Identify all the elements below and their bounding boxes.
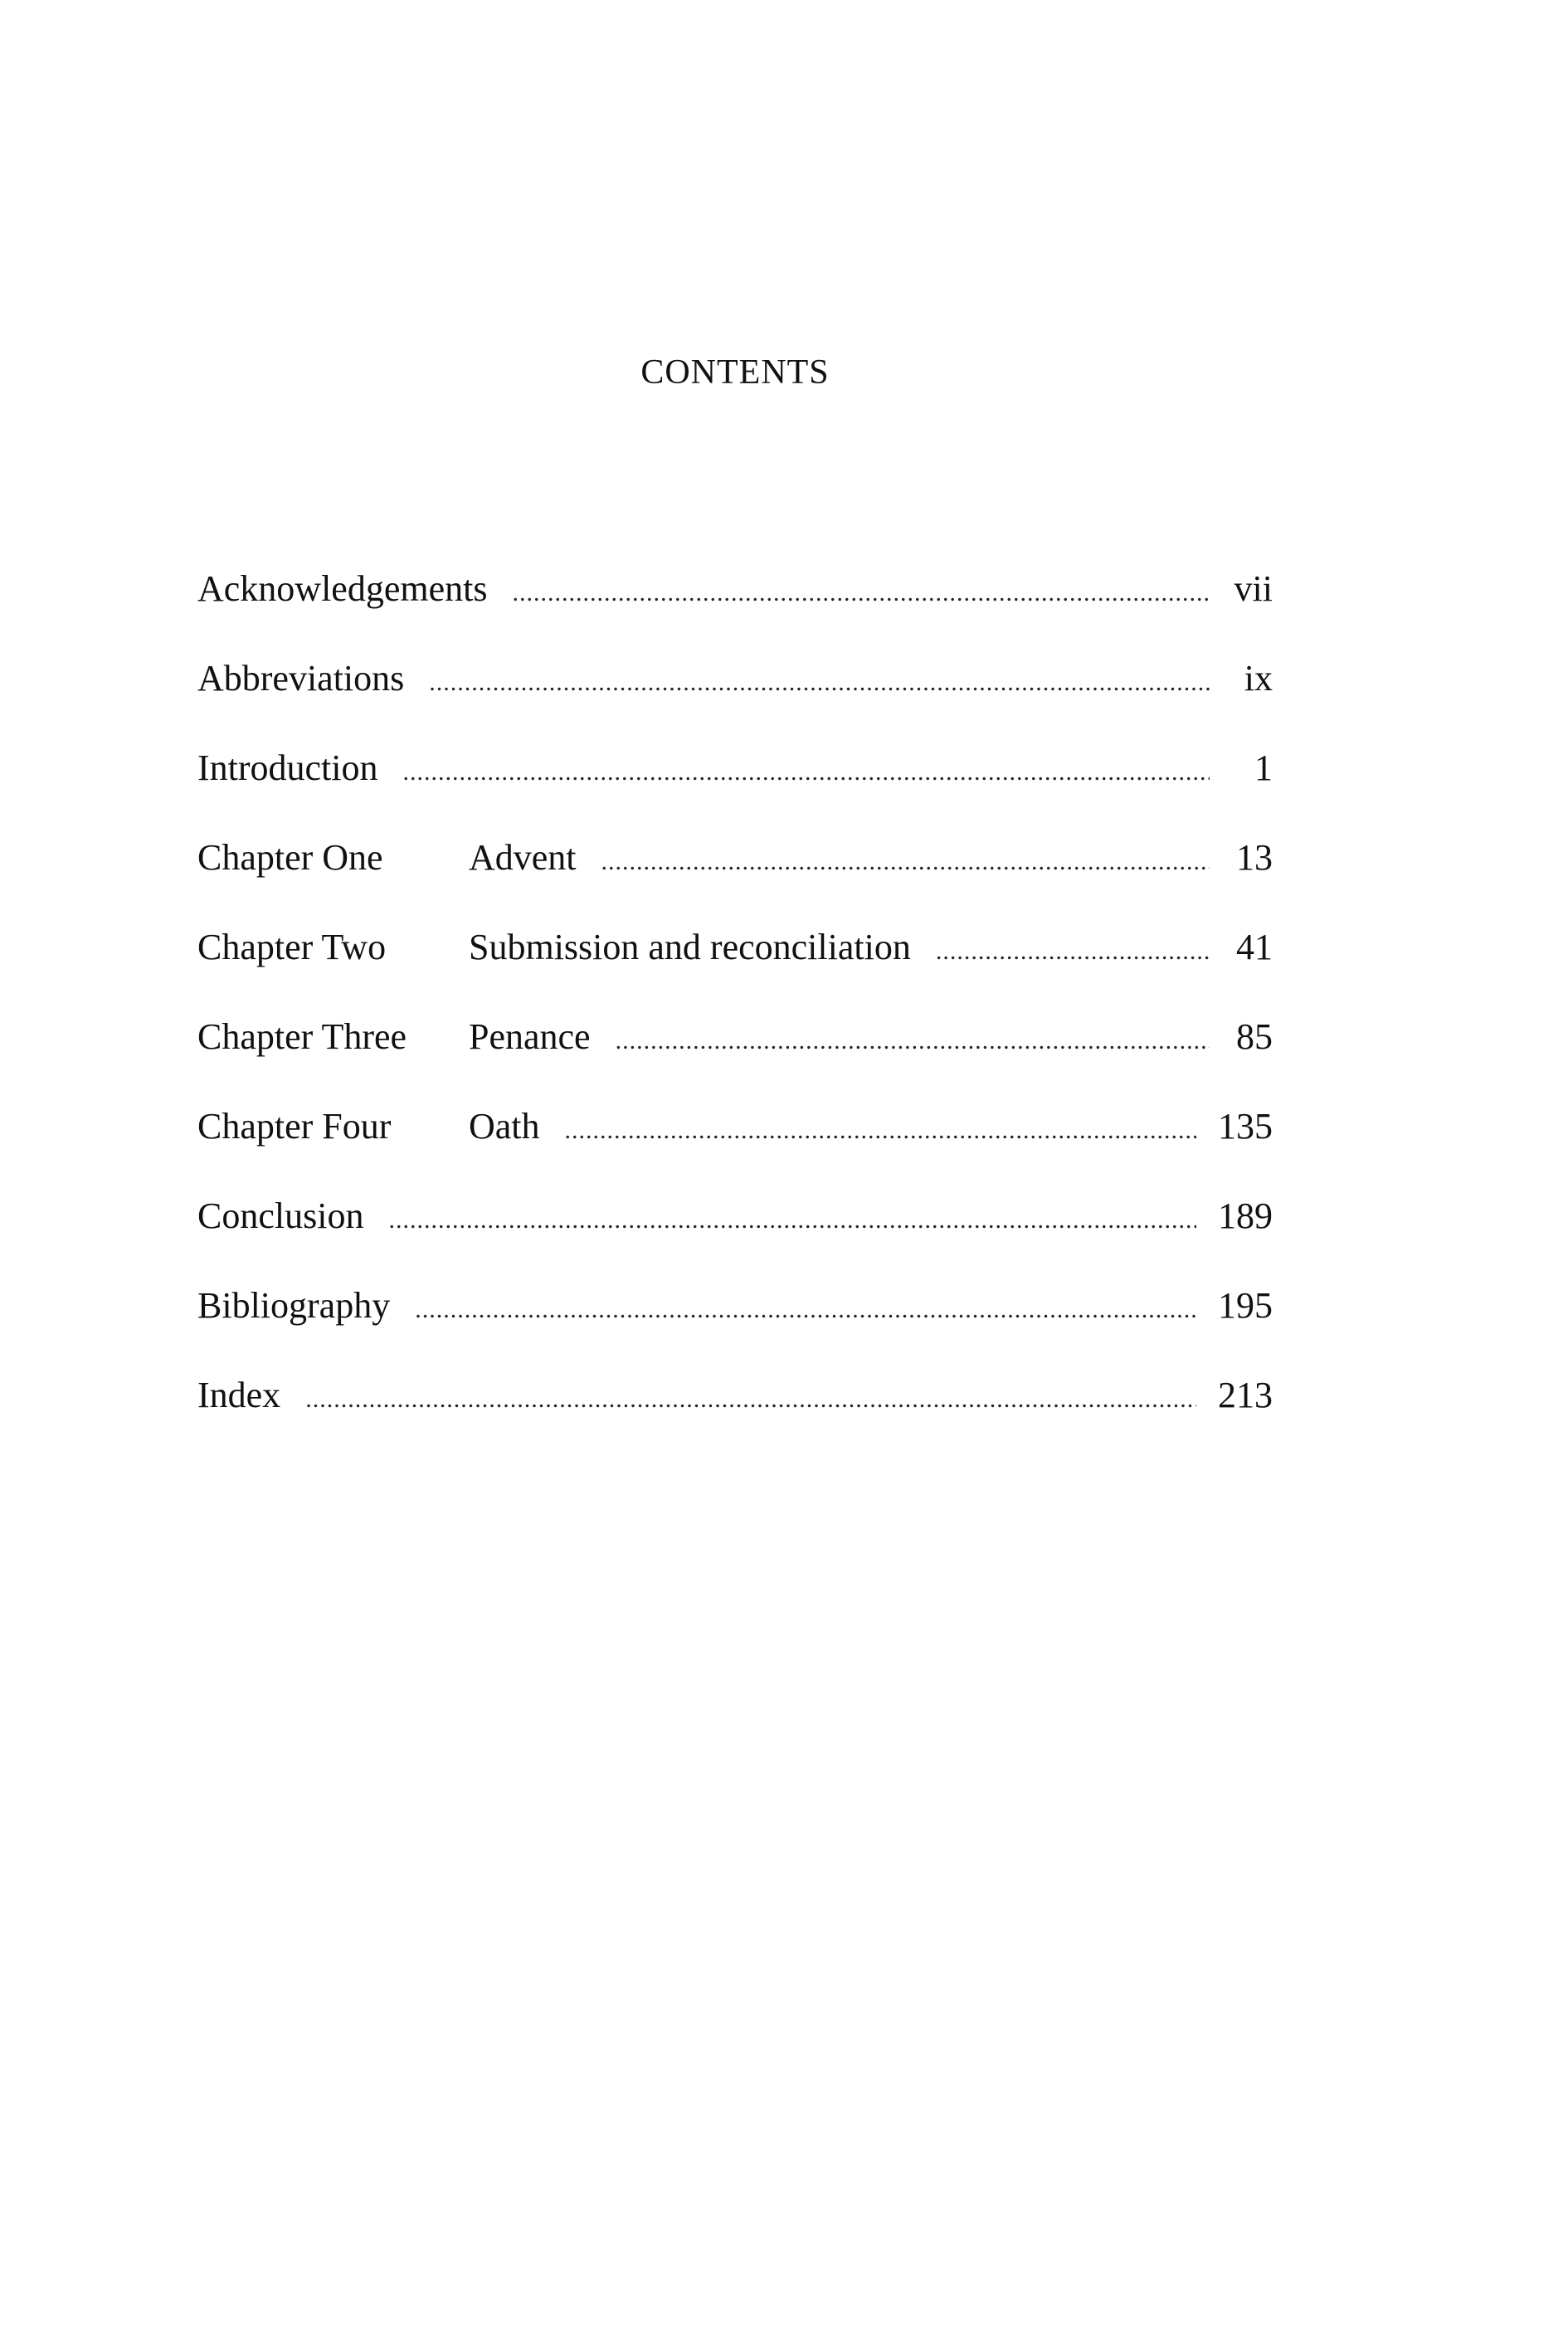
page-title: CONTENTS xyxy=(640,353,830,392)
toc-entry-index xyxy=(197,1377,1273,1467)
dot-leader xyxy=(388,1208,1196,1233)
toc-chapter-number: Chapter Three xyxy=(197,1016,407,1057)
table-of-contents xyxy=(197,568,1273,1467)
toc-page-number: 13 xyxy=(1236,837,1273,878)
toc-entry-label: Abbreviations xyxy=(197,658,405,699)
toc-chapter-number: Chapter Four xyxy=(197,1106,392,1147)
toc-entry-label: Index xyxy=(197,1375,281,1415)
dot-leader xyxy=(429,670,1210,695)
dot-leader xyxy=(565,1118,1196,1143)
toc-entry-introduction xyxy=(197,747,1273,840)
toc-entry-abbreviations xyxy=(197,660,1273,750)
toc-page-number: vii xyxy=(1234,568,1273,609)
toc-entry-chapter-one xyxy=(197,837,1273,929)
toc-page-number: 1 xyxy=(1254,747,1273,788)
toc-page-number: 195 xyxy=(1218,1285,1273,1326)
toc-chapter-number: Chapter One xyxy=(197,837,383,878)
toc-entry-acknowledgements xyxy=(197,568,1273,660)
dot-leader xyxy=(601,850,1210,874)
toc-page-number: ix xyxy=(1244,658,1273,699)
dot-leader xyxy=(512,581,1210,606)
dot-leader xyxy=(305,1387,1196,1412)
toc-entry-chapter-three xyxy=(197,1016,1273,1108)
toc-entry-label: Introduction xyxy=(197,747,378,788)
toc-entry-label: Bibliography xyxy=(197,1285,391,1326)
toc-page-number: 189 xyxy=(1218,1195,1273,1236)
dot-leader xyxy=(403,760,1210,785)
toc-page-number: 213 xyxy=(1218,1375,1273,1415)
toc-entry-label: Advent xyxy=(469,837,577,878)
toc-entry-label: Penance xyxy=(469,1016,591,1057)
toc-entry-label: Oath xyxy=(469,1106,540,1147)
toc-entry-chapter-four xyxy=(197,1108,1273,1198)
toc-entry-bibliography xyxy=(197,1285,1273,1377)
toc-page-number: 85 xyxy=(1236,1016,1273,1057)
toc-entry-conclusion xyxy=(197,1195,1273,1288)
toc-entry-label: Submission and reconciliation xyxy=(469,927,911,967)
dot-leader xyxy=(936,939,1210,964)
toc-entry-label: Conclusion xyxy=(197,1195,364,1236)
dot-leader xyxy=(616,1029,1210,1054)
toc-entry-label: Acknowledgements xyxy=(197,568,488,609)
toc-page-number: 41 xyxy=(1236,927,1273,967)
toc-page-number: 135 xyxy=(1218,1106,1273,1147)
toc-entry-chapter-two xyxy=(197,929,1273,1019)
toc-chapter-number: Chapter Two xyxy=(197,927,387,967)
dot-leader xyxy=(415,1298,1196,1322)
